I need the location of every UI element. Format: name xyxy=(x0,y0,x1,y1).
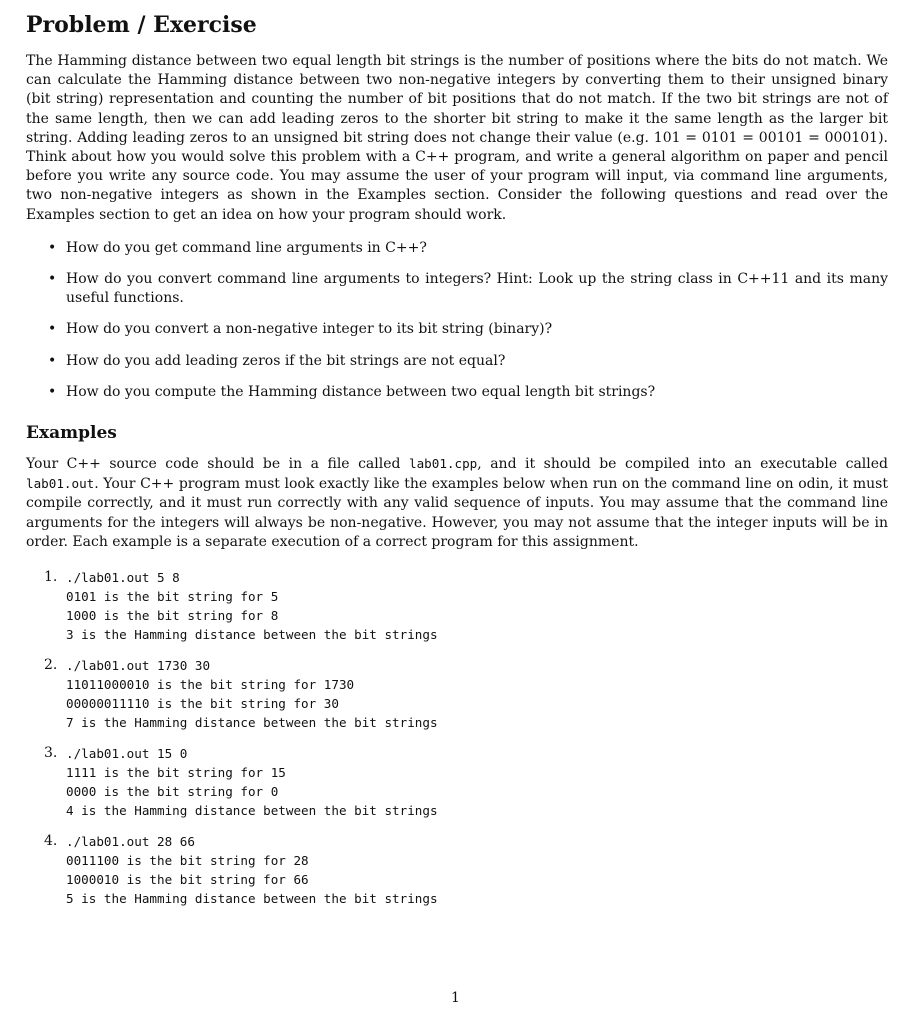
example-output-line: 0011100 is the bit string for 28 xyxy=(66,853,309,869)
intro-paragraph: The Hamming distance between two equal length bit strings is the number of positions where the bits do not match. We can calculate the Hamming distance between two non-negative integers by converting them to their unsigned binary (bit string) representation and counting the number of bit positions that do not match. If the two bit strings are not of the same length, then we can add leading zeros to the shorter bit string to make it the same length as the larger bit string. Adding leading zeros to an unsigned bit string does not change their value (e.g. 101 = 0101 = 00101 = 000101). Think about how you would solve this problem with a C++ program, and write a general algorithm on paper and pencil before you write any source code. You may assume the user of your program will input, via command line arguments, two non-negative integers as shown in the Examples section. Consider the following questions and read over the Examples section to get an idea on how your program should work. xyxy=(26,53,888,223)
example-output-line: 00000011110 is the bit string for 30 xyxy=(66,696,339,712)
example-output-line: 1000 is the bit string for 8 xyxy=(66,608,279,624)
examples-list xyxy=(26,568,888,908)
question-text: How do you add leading zeros if the bit strings are not equal? xyxy=(66,352,506,369)
page-number: 1 xyxy=(451,990,460,1006)
example-number: 3. xyxy=(44,745,58,762)
example-command: ./lab01.out 28 66 xyxy=(66,834,195,850)
example-item xyxy=(26,568,888,644)
examples-intro-part3: . Your C++ program must look exactly like the examples below when run on the command line on odin, it must compile correctly, and it must run correctly with any valid sequence of inputs. You may assume that the command line arguments for the integers will always be non-negative. However, you may not assume that the integer inputs will be in order. Each example is a separate execution of a correct program for this assignment. xyxy=(26,476,888,550)
example-command: ./lab01.out 5 8 xyxy=(66,570,180,586)
examples-heading: Examples xyxy=(26,423,117,444)
source-filename: lab01.cpp xyxy=(409,456,478,472)
question-item xyxy=(26,383,888,402)
example-output-line: 1000010 is the bit string for 66 xyxy=(66,872,309,888)
question-item xyxy=(26,320,888,339)
examples-intro-paragraph xyxy=(26,454,888,552)
example-item xyxy=(26,656,888,732)
example-output-line: 4 is the Hamming distance between the bit strings xyxy=(66,803,438,819)
bullet-icon: • xyxy=(48,352,57,369)
example-command: ./lab01.out 1730 30 xyxy=(66,658,211,674)
page-title: Problem / Exercise xyxy=(26,12,257,38)
question-text: How do you convert a non-negative integer to its bit string (binary)? xyxy=(66,321,553,338)
bullet-icon: • xyxy=(48,321,57,338)
example-number: 4. xyxy=(44,833,58,850)
question-item xyxy=(26,239,888,258)
bullet-icon: • xyxy=(48,383,57,400)
bullet-icon: • xyxy=(48,239,57,256)
example-output-line: 0101 is the bit string for 5 xyxy=(66,589,279,605)
question-item xyxy=(26,352,888,371)
document-page xyxy=(26,0,888,920)
examples-intro-part2: , and it should be compiled into an executable called xyxy=(477,456,889,473)
question-text: How do you convert command line arguments to integers? Hint: Look up the string class in C++11 and its many useful functions. xyxy=(66,271,888,307)
example-output-line: 7 is the Hamming distance between the bit strings xyxy=(66,715,438,731)
example-output-line: 5 is the Hamming distance between the bit strings xyxy=(66,891,438,907)
example-output-line: 3 is the Hamming distance between the bit strings xyxy=(66,627,438,643)
example-number: 1. xyxy=(44,569,58,586)
executable-filename: lab01.out xyxy=(26,476,95,492)
example-number: 2. xyxy=(44,657,58,674)
question-text: How do you compute the Hamming distance between two equal length bit strings? xyxy=(66,383,656,400)
question-list xyxy=(26,239,888,402)
question-item xyxy=(26,270,888,308)
example-output-line: 0000 is the bit string for 0 xyxy=(66,784,279,800)
bullet-icon: • xyxy=(48,271,57,288)
example-item xyxy=(26,744,888,820)
example-output-line: 1111 is the bit string for 15 xyxy=(66,765,286,781)
example-output-line: 11011000010 is the bit string for 1730 xyxy=(66,677,355,693)
example-item xyxy=(26,832,888,908)
example-command: ./lab01.out 15 0 xyxy=(66,746,188,762)
examples-intro-part1: Your C++ source code should be in a file called xyxy=(26,456,409,473)
question-text: How do you get command line arguments in C++? xyxy=(66,239,427,256)
